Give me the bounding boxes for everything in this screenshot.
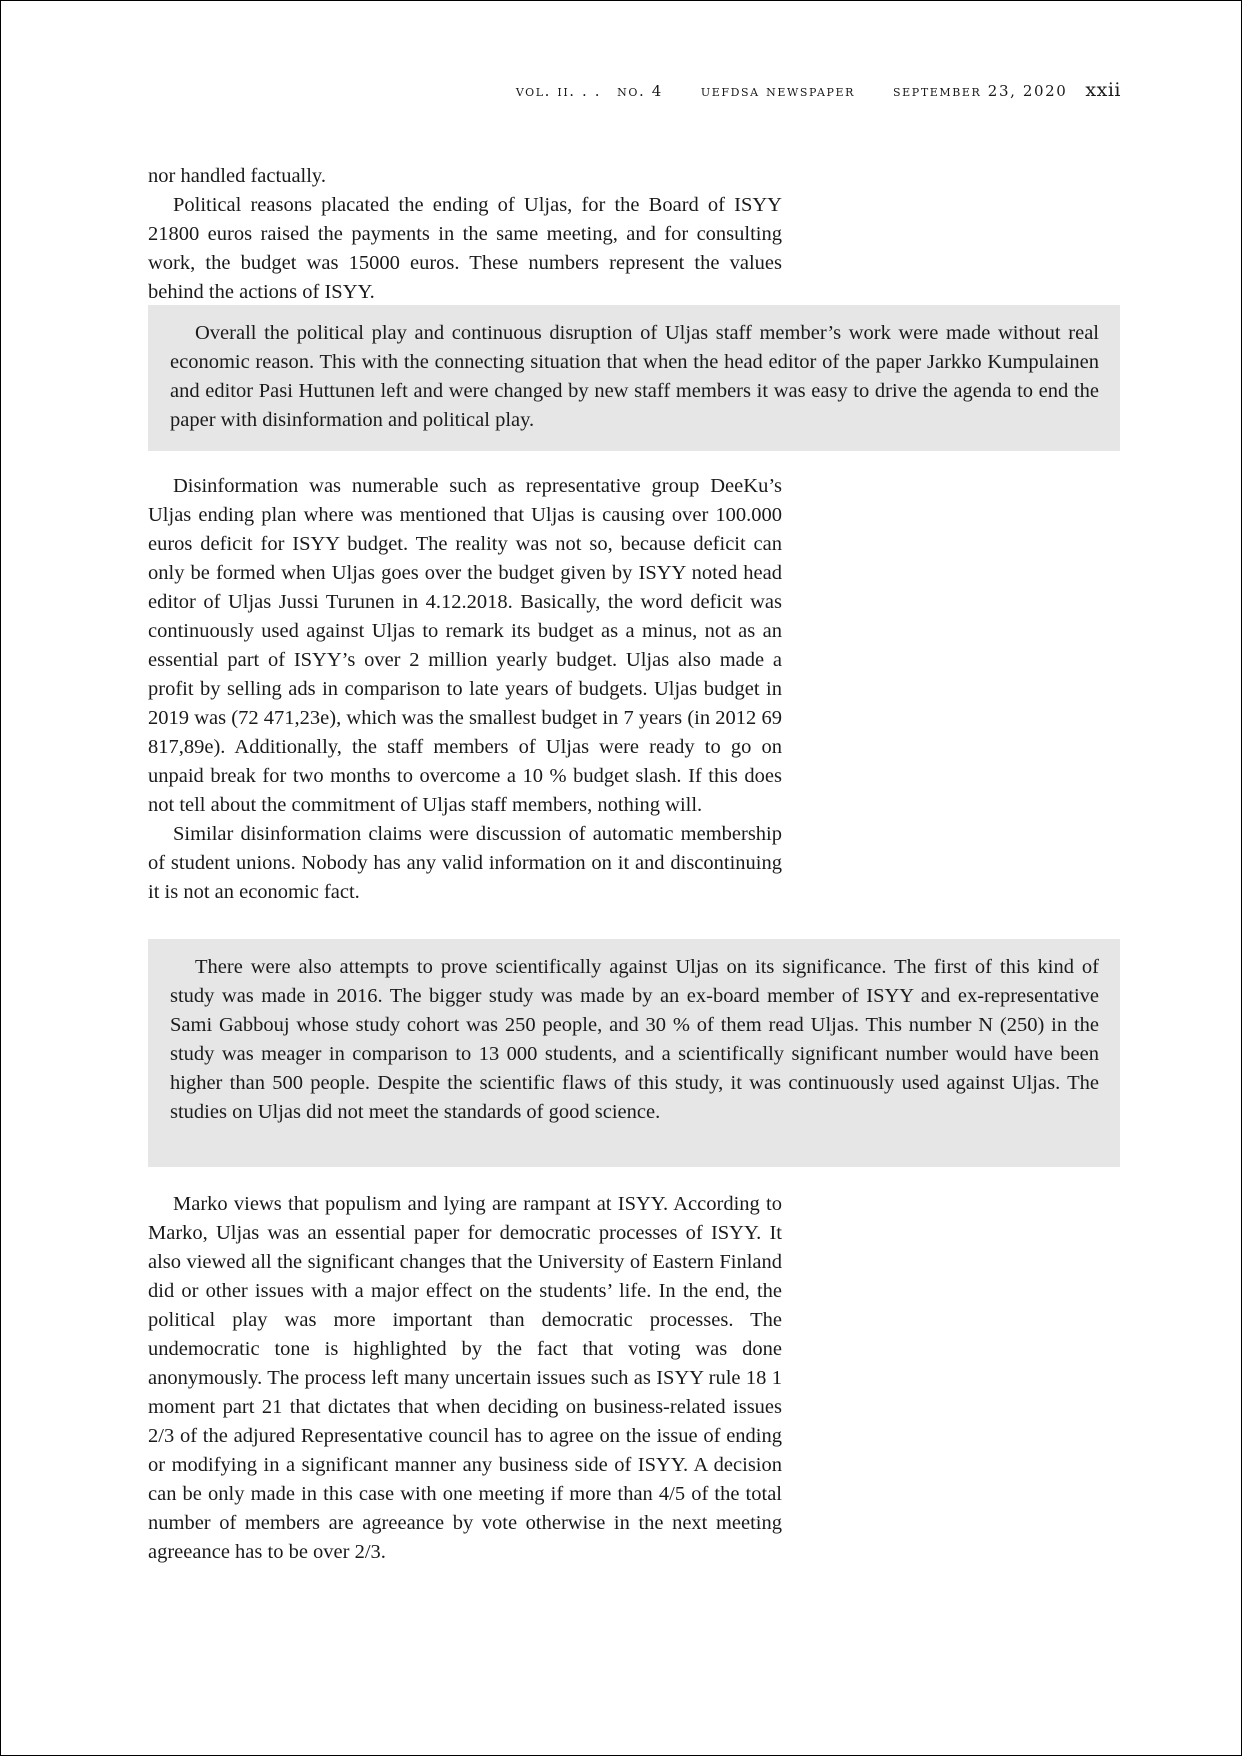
running-header bbox=[516, 79, 1121, 101]
highlight-box-2 bbox=[148, 939, 1120, 1167]
highlight-box-1 bbox=[148, 305, 1120, 451]
highlight-text: Overall the political play and continuous disruption of Uljas staff member’s work were made without real economic reason. This with the connecting situation that when the head editor of the paper Jarkko Kumpulainen and editor Pasi Huttunen left and were changed by new staff members it was easy to drive the agenda to end the paper with disinformation and political play. bbox=[170, 322, 1099, 431]
paragraph: Marko views that populism and lying are rampant at ISYY. According to Marko, Uljas was an essential paper for democratic processes of ISYY. It also viewed all the significant changes that the University of Eastern Finland did or other issues with a major effect on the students’ life. In the end, the political play was more important than democratic processes. The undemocratic tone is highlighted by the fact that voting was done anonymously. The process left many uncertain issues such as ISYY rule 18 1 moment part 21 that dictates that when deciding on business-related issues 2/3 of the adjured Representative council has to agree on the issue of ending or modifying in a significant manner any business side of ISYY. A decision can be only made in this case with one meeting if more than 4/5 of the total number of members are agreeance by vote otherwise in the next meeting agreeance has to be over 2/3. bbox=[148, 1193, 782, 1563]
body-section-3 bbox=[148, 1190, 782, 1567]
header-volume: vol. ii. . . bbox=[515, 82, 602, 100]
highlight-text: There were also attempts to prove scientifically against Uljas on its significance. The first of this kind of study was made in 2016. The bigger study was made by an ex-board member of ISYY and ex-representative Sami Gabbouj whose study cohort was 250 people, and 30 % of them read Uljas. This number N (250) in the study was meager in comparison to 13 000 students, and a scientifically significant number would have been higher than 500 people. Despite the scientific flaws of this study, it was continuously used against Uljas. The studies on Uljas did not meet the standards of good science. bbox=[170, 956, 1099, 1123]
header-publication: uefdsa newspaper bbox=[700, 82, 856, 100]
paragraph: nor handled factually. bbox=[148, 165, 326, 187]
paragraph: Political reasons placated the ending of Uljas, for the Board of ISYY 21800 euros raised the payments in the same meeting, and for consulting work, the budget was 15000 euros. These numbers represent the values behind the actions of ISYY. bbox=[148, 194, 782, 303]
paragraph: Similar disinformation claims were discussion of automatic membership of student unions. Nobody has any valid information on it and discontinuing it is not an economic fact. bbox=[148, 823, 782, 903]
page-number: xxii bbox=[1085, 79, 1121, 101]
body-section-2 bbox=[148, 472, 782, 907]
header-date: september 23, 2020 bbox=[893, 82, 1068, 100]
body-section-1 bbox=[148, 162, 782, 307]
paragraph: Disinformation was numerable such as representative group DeeKu’s Uljas ending plan where was mentioned that Uljas is causing over 100.000 euros deficit for ISYY budget. The reality was not so, because deficit can only be formed when Uljas goes over the budget given by ISYY noted head editor of Uljas Jussi Turunen in 4.12.2018. Basically, the word deficit was continuously used against Uljas to remark its budget as a minus, not as an essential part of ISYY’s over 2 million yearly budget. Uljas also made a profit by selling ads in comparison to late years of budgets. Uljas budget in 2019 was (72 471,23e), which was the smallest budget in 7 years (in 2012 69 817,89e). Additionally, the staff members of Uljas were ready to go on unpaid break for two months to overcome a 10 % budget slash. If this does not tell about the commitment of Uljas staff members, nothing will. bbox=[148, 475, 782, 816]
header-number: no. 4 bbox=[617, 82, 663, 100]
